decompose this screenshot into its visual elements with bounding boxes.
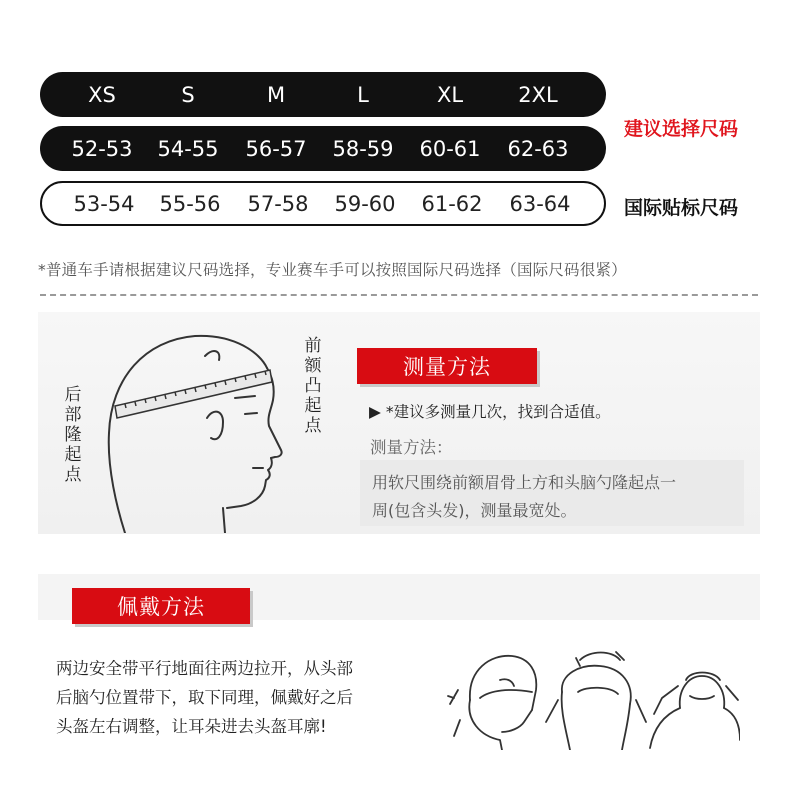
section-divider xyxy=(40,294,758,296)
size-xs: XS xyxy=(88,82,116,107)
international-size-row xyxy=(40,181,606,226)
front-point-label: 前 额 凸 起 点 xyxy=(304,336,322,436)
international-l: 59-60 xyxy=(334,191,396,216)
wear-desc-line2: 后脑勺位置带下，取下同理，佩戴好之后 xyxy=(56,688,353,707)
international-xl: 61-62 xyxy=(421,191,483,216)
size-row xyxy=(40,72,606,117)
helmet-wearing-illustration xyxy=(440,640,740,750)
recommended-l: 58-59 xyxy=(332,136,394,161)
wear-method-title: 佩戴方法 xyxy=(72,588,250,624)
international-xs: 53-54 xyxy=(73,191,135,216)
size-2xl: 2XL xyxy=(518,82,558,107)
measure-desc-line1: 用软尺围绕前额眉骨上方和头脑勺隆起点一 xyxy=(372,473,677,492)
size-note: *普通车手请根据建议尺码选择，专业赛车手可以按照国际尺码选择（国际尺码很紧） xyxy=(38,261,627,279)
measure-tip: ▶ *建议多测量几次，找到合适值。 xyxy=(369,403,611,421)
recommended-m: 56-57 xyxy=(245,136,307,161)
recommended-xl: 60-61 xyxy=(419,136,481,161)
wear-desc-line3: 头盔左右调整，让耳朵进去头盔耳廓! xyxy=(56,717,327,736)
recommended-size-label: 建议选择尺码 xyxy=(624,118,739,140)
international-s: 55-56 xyxy=(159,191,221,216)
measure-desc-line2: 周(包含头发)，测量最宽处。 xyxy=(372,501,577,520)
measure-subtitle: 测量方法： xyxy=(370,438,453,457)
international-size-label: 国际贴标尺码 xyxy=(624,197,739,219)
international-m: 57-58 xyxy=(247,191,309,216)
size-s: S xyxy=(181,82,195,107)
size-xl: XL xyxy=(436,82,464,107)
size-m: M xyxy=(266,82,286,107)
recommended-size-row xyxy=(40,126,606,171)
international-2xl: 63-64 xyxy=(509,191,571,216)
recommended-s: 54-55 xyxy=(157,136,219,161)
recommended-2xl: 62-63 xyxy=(507,136,569,161)
size-l: L xyxy=(357,82,369,107)
recommended-xs: 52-53 xyxy=(71,136,133,161)
rear-point-label: 后 部 隆 起 点 xyxy=(64,385,82,485)
measure-method-title: 测量方法 xyxy=(357,348,537,384)
head-measure-illustration xyxy=(95,318,310,533)
wear-desc-line1: 两边安全带平行地面往两边拉开，从头部 xyxy=(56,659,353,678)
